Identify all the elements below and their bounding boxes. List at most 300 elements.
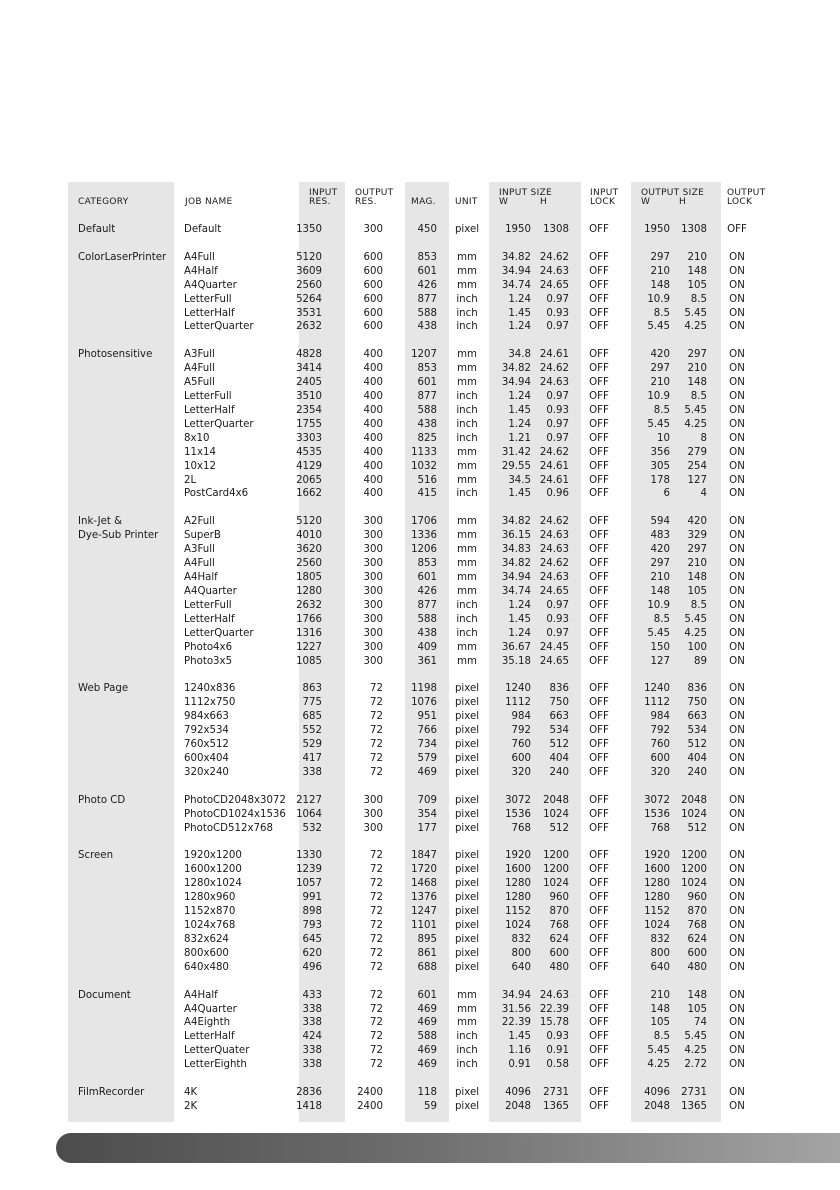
input-w-cell: 29.55 — [501, 460, 531, 472]
unit-cell: inch — [456, 488, 478, 500]
job-name-cell: A4Full — [184, 251, 215, 263]
output-h-cell: 329 — [687, 530, 707, 542]
category-label: Photosensitive — [78, 349, 153, 361]
input-w-cell: 31.42 — [501, 446, 531, 458]
input-lock-cell: OFF — [589, 1045, 609, 1057]
mag-cell: 1133 — [411, 446, 437, 458]
input-h-cell: 0.58 — [546, 1059, 569, 1071]
input-h-cell: 24.45 — [539, 641, 569, 653]
input-w-cell: 3072 — [505, 794, 531, 806]
job-name-cell: A4Half — [184, 989, 218, 1001]
unit-cell: inch — [456, 599, 478, 611]
input-lock-cell: OFF — [589, 627, 609, 639]
header-mag: MAG. — [411, 197, 436, 207]
job-name-cell: A3Full — [184, 544, 215, 556]
output-lock-cell: ON — [729, 251, 745, 263]
input-h-cell: 24.61 — [539, 349, 569, 361]
input-h-cell: 0.97 — [546, 418, 569, 430]
output-h-cell: 750 — [687, 697, 707, 709]
mag-cell: 59 — [424, 1100, 437, 1112]
input-res-cell: 1280 — [296, 585, 322, 597]
input-w-cell: 34.74 — [501, 279, 531, 291]
output-lock-cell: ON — [729, 697, 745, 709]
output-w-cell: 1152 — [644, 906, 670, 918]
mag-cell: 853 — [417, 558, 437, 570]
output-lock-cell: ON — [729, 1031, 745, 1043]
mag-cell: 688 — [417, 961, 437, 973]
output-res-cell: 72 — [370, 1045, 383, 1057]
output-h-cell: 480 — [687, 961, 707, 973]
input-w-cell: 34.94 — [501, 572, 531, 583]
input-lock-cell: OFF — [589, 752, 609, 764]
header-output-size-w: W — [641, 197, 650, 207]
output-res-cell: 600 — [363, 279, 383, 291]
input-lock-cell: OFF — [589, 321, 609, 333]
output-res-cell: 400 — [363, 391, 383, 403]
mag-cell: 469 — [417, 1059, 437, 1071]
mag-cell: 1706 — [411, 516, 437, 528]
input-w-cell: 1.45 — [508, 307, 531, 319]
output-h-cell: 1024 — [681, 878, 707, 890]
input-res-cell: 1057 — [296, 878, 322, 890]
unit-cell: inch — [456, 418, 478, 430]
output-w-cell: 297 — [650, 558, 670, 570]
output-h-cell: 5.45 — [684, 1031, 707, 1043]
job-name-cell: 1240x836 — [184, 683, 236, 695]
input-h-cell: 836 — [549, 683, 569, 695]
input-lock-cell: OFF — [589, 418, 609, 430]
unit-cell: mm — [457, 1003, 477, 1015]
mag-cell: 579 — [417, 752, 437, 764]
input-h-cell: 1024 — [543, 878, 569, 890]
output-h-cell: 1200 — [681, 850, 707, 862]
input-h-cell: 0.97 — [546, 432, 569, 444]
mag-cell: 1198 — [411, 683, 437, 695]
output-w-cell: 148 — [650, 585, 670, 597]
mag-cell: 469 — [417, 1017, 437, 1029]
output-w-cell: 127 — [650, 655, 670, 667]
input-lock-cell: OFF — [589, 349, 609, 361]
output-w-cell: 5.45 — [647, 418, 670, 430]
output-lock-cell: ON — [729, 752, 745, 764]
output-lock-cell: ON — [729, 850, 745, 862]
mag-cell: 1336 — [411, 530, 437, 542]
input-h-cell: 0.93 — [546, 307, 569, 319]
output-h-cell: 624 — [687, 933, 707, 945]
output-res-cell: 72 — [370, 1031, 383, 1043]
output-w-cell: 178 — [650, 474, 670, 486]
input-h-cell: 624 — [549, 933, 569, 945]
unit-cell: pixel — [454, 878, 480, 890]
input-h-cell: 24.63 — [539, 572, 569, 583]
input-res-cell: 3620 — [296, 544, 322, 556]
output-h-cell: 105 — [687, 1003, 707, 1015]
output-w-cell: 105 — [650, 1017, 670, 1029]
input-h-cell: 24.63 — [539, 989, 569, 1001]
output-lock-cell: ON — [729, 516, 745, 528]
output-h-cell: 4.25 — [684, 418, 707, 430]
input-w-cell: 22.39 — [501, 1017, 531, 1029]
input-w-cell: 1152 — [505, 906, 531, 918]
output-h-cell: 2731 — [681, 1087, 707, 1099]
output-h-cell: 1365 — [681, 1100, 707, 1112]
output-w-cell: 640 — [650, 961, 670, 973]
mag-cell: 450 — [417, 224, 437, 235]
input-w-cell: 34.82 — [501, 251, 531, 263]
input-lock-cell: OFF — [589, 933, 609, 945]
input-w-cell: 1950 — [505, 224, 531, 235]
input-res-cell: 2632 — [296, 321, 322, 333]
output-res-cell: 300 — [363, 613, 383, 625]
input-res-cell: 433 — [302, 989, 322, 1001]
input-h-cell: 24.63 — [539, 265, 569, 277]
input-w-cell: 36.67 — [501, 641, 531, 653]
mag-cell: 409 — [417, 641, 437, 653]
mag-cell: 588 — [417, 1031, 437, 1043]
input-lock-cell: OFF — [589, 808, 609, 820]
input-res-cell: 898 — [302, 906, 322, 918]
job-name-cell: A5Full — [184, 377, 215, 389]
output-res-cell: 2400 — [357, 1100, 383, 1112]
unit-cell: inch — [456, 1045, 478, 1057]
input-h-cell: 512 — [549, 822, 569, 834]
input-h-cell: 663 — [549, 711, 569, 723]
output-res-cell: 72 — [370, 1017, 383, 1029]
output-lock-cell: ON — [729, 613, 745, 625]
job-name-cell: LetterHalf — [184, 404, 235, 416]
output-lock-cell: ON — [729, 878, 745, 890]
input-res-cell: 991 — [302, 892, 322, 904]
input-h-cell: 24.63 — [539, 530, 569, 542]
output-lock-cell: ON — [729, 1087, 745, 1099]
output-w-cell: 984 — [650, 711, 670, 723]
output-w-cell: 594 — [650, 516, 670, 528]
output-lock-cell: ON — [729, 377, 745, 389]
output-res-cell: 2400 — [357, 1087, 383, 1099]
input-lock-cell: OFF — [589, 391, 609, 403]
output-lock-cell: ON — [729, 711, 745, 723]
job-name-cell: PhotoCD512x768 — [184, 822, 273, 834]
mag-cell: 825 — [417, 432, 437, 444]
input-h-cell: 0.91 — [546, 1045, 569, 1057]
input-res-cell: 338 — [302, 1017, 322, 1029]
input-lock-cell: OFF — [589, 224, 609, 235]
output-res-cell: 300 — [363, 572, 383, 583]
input-res-cell: 3303 — [296, 432, 322, 444]
output-lock-cell: ON — [729, 725, 745, 737]
input-w-cell: 0.91 — [508, 1059, 531, 1071]
input-lock-cell: OFF — [589, 711, 609, 723]
output-lock-cell: ON — [729, 1059, 745, 1071]
output-lock-cell: ON — [729, 558, 745, 570]
input-lock-cell: OFF — [589, 460, 609, 472]
unit-cell: mm — [457, 377, 477, 389]
output-lock-cell: ON — [729, 961, 745, 973]
category-label: Dye-Sub Printer — [78, 530, 159, 542]
output-h-cell: 297 — [687, 349, 707, 361]
output-lock-cell: ON — [729, 293, 745, 305]
job-name-cell: A4Eighth — [184, 1017, 231, 1029]
input-res-cell: 2560 — [296, 558, 322, 570]
header-unit: UNIT — [455, 197, 478, 207]
output-h-cell: 1200 — [681, 864, 707, 876]
input-w-cell: 35.18 — [501, 655, 531, 667]
input-h-cell: 768 — [549, 920, 569, 931]
unit-cell: mm — [457, 1017, 477, 1029]
output-w-cell: 305 — [650, 460, 670, 472]
unit-cell: mm — [457, 349, 477, 361]
job-name-cell: A4Full — [184, 558, 215, 570]
unit-cell: mm — [457, 265, 477, 277]
output-h-cell: 105 — [687, 279, 707, 291]
input-lock-cell: OFF — [589, 265, 609, 277]
output-lock-cell: ON — [729, 627, 745, 639]
input-res-cell: 3609 — [296, 265, 322, 277]
output-res-cell: 300 — [363, 599, 383, 611]
output-w-cell: 1280 — [644, 878, 670, 890]
input-res-cell: 5120 — [296, 251, 322, 263]
mag-cell: 588 — [417, 307, 437, 319]
input-res-cell: 3414 — [296, 363, 322, 375]
output-w-cell: 210 — [650, 989, 670, 1001]
input-w-cell: 984 — [511, 711, 531, 723]
category-label: ColorLaserPrinter — [78, 251, 167, 263]
output-h-cell: 240 — [687, 766, 707, 778]
output-res-cell: 400 — [363, 432, 383, 444]
input-res-cell: 1316 — [296, 627, 322, 639]
output-res-cell: 400 — [363, 460, 383, 472]
output-res-cell: 72 — [370, 766, 383, 778]
input-res-cell: 4010 — [296, 530, 322, 542]
output-h-cell: 2048 — [681, 794, 707, 806]
mag-cell: 438 — [417, 321, 437, 333]
input-w-cell: 4096 — [505, 1087, 531, 1099]
input-res-cell: 2354 — [296, 404, 322, 416]
input-w-cell: 34.83 — [501, 544, 531, 556]
mag-cell: 853 — [417, 363, 437, 375]
input-res-cell: 5120 — [296, 516, 322, 528]
input-w-cell: 34.74 — [501, 585, 531, 597]
output-res-cell: 72 — [370, 906, 383, 918]
output-res-cell: 400 — [363, 488, 383, 500]
input-lock-cell: OFF — [589, 697, 609, 709]
input-res-cell: 338 — [302, 1059, 322, 1071]
input-h-cell: 960 — [549, 892, 569, 904]
job-name-cell: A4Quarter — [184, 279, 237, 291]
output-w-cell: 320 — [650, 766, 670, 778]
input-w-cell: 34.82 — [501, 558, 531, 570]
output-lock-cell: ON — [729, 321, 745, 333]
output-h-cell: 105 — [687, 585, 707, 597]
input-lock-cell: OFF — [589, 822, 609, 834]
input-res-cell: 2836 — [296, 1087, 322, 1099]
output-w-cell: 768 — [650, 822, 670, 834]
input-w-cell: 800 — [511, 947, 531, 959]
input-w-cell: 600 — [511, 752, 531, 764]
input-h-cell: 2731 — [543, 1087, 569, 1099]
unit-cell: mm — [457, 530, 477, 542]
mag-cell: 438 — [417, 418, 437, 430]
input-h-cell: 480 — [549, 961, 569, 973]
output-lock-cell: ON — [729, 1100, 745, 1112]
input-res-cell: 4535 — [296, 446, 322, 458]
input-res-cell: 1662 — [296, 488, 322, 500]
output-lock-cell: ON — [729, 808, 745, 820]
output-w-cell: 5.45 — [647, 321, 670, 333]
input-res-cell: 5264 — [296, 293, 322, 305]
input-res-cell: 863 — [302, 683, 322, 695]
unit-cell: inch — [456, 432, 478, 444]
output-h-cell: 148 — [687, 572, 707, 583]
output-h-cell: 534 — [687, 725, 707, 737]
job-name-cell: 1152x870 — [184, 906, 236, 918]
header-input-res: INPUT RES. — [309, 188, 338, 207]
input-res-cell: 529 — [302, 739, 322, 751]
output-w-cell: 1280 — [644, 892, 670, 904]
input-w-cell: 34.94 — [501, 377, 531, 389]
output-lock-cell: ON — [729, 391, 745, 403]
output-res-cell: 72 — [370, 933, 383, 945]
output-h-cell: 1024 — [681, 808, 707, 820]
job-name-cell: 792x534 — [184, 725, 229, 737]
header-input-size-w: W — [499, 197, 508, 207]
input-w-cell: 34.82 — [501, 363, 531, 375]
output-h-cell: 254 — [687, 460, 707, 472]
mag-cell: 1720 — [411, 864, 437, 876]
output-w-cell: 8.5 — [653, 404, 670, 416]
output-h-cell: 210 — [687, 363, 707, 375]
unit-cell: mm — [457, 989, 477, 1001]
output-w-cell: 5.45 — [647, 627, 670, 639]
output-w-cell: 10.9 — [647, 293, 670, 305]
mag-cell: 1101 — [411, 920, 437, 931]
input-res-cell: 1350 — [296, 224, 322, 235]
output-w-cell: 356 — [650, 446, 670, 458]
input-h-cell: 240 — [549, 766, 569, 778]
output-lock-cell: ON — [729, 530, 745, 542]
job-name-cell: LetterHalf — [184, 307, 235, 319]
output-h-cell: 297 — [687, 544, 707, 556]
input-h-cell: 24.65 — [539, 655, 569, 667]
unit-cell: inch — [456, 391, 478, 403]
unit-cell: mm — [457, 516, 477, 528]
input-lock-cell: OFF — [589, 864, 609, 876]
input-res-cell: 2127 — [296, 794, 322, 806]
mag-cell: 438 — [417, 627, 437, 639]
output-w-cell: 832 — [650, 933, 670, 945]
job-name-cell: 8x10 — [184, 432, 210, 444]
header-input-size: INPUT SIZE — [499, 188, 552, 198]
input-res-cell: 3531 — [296, 307, 322, 319]
input-h-cell: 750 — [549, 697, 569, 709]
input-h-cell: 0.97 — [546, 391, 569, 403]
input-res-cell: 417 — [302, 752, 322, 764]
input-lock-cell: OFF — [589, 850, 609, 862]
mag-cell: 1376 — [411, 892, 437, 904]
unit-cell: pixel — [454, 725, 480, 737]
output-h-cell: 8.5 — [690, 391, 707, 403]
output-res-cell: 300 — [363, 627, 383, 639]
output-res-cell: 300 — [363, 585, 383, 597]
output-lock-cell: ON — [729, 349, 745, 361]
unit-cell: mm — [457, 544, 477, 556]
job-name-cell: LetterQuarter — [184, 321, 254, 333]
input-h-cell: 0.97 — [546, 321, 569, 333]
input-res-cell: 4129 — [296, 460, 322, 472]
mag-cell: 469 — [417, 766, 437, 778]
job-name-cell: LetterFull — [184, 599, 232, 611]
input-lock-cell: OFF — [589, 1003, 609, 1015]
mag-cell: 766 — [417, 725, 437, 737]
input-res-cell: 1227 — [296, 641, 322, 653]
input-w-cell: 1280 — [505, 892, 531, 904]
input-lock-cell: OFF — [589, 766, 609, 778]
job-name-cell: PostCard4x6 — [184, 488, 249, 500]
input-res-cell: 338 — [302, 766, 322, 778]
output-lock-cell: ON — [729, 989, 745, 1001]
output-lock-cell: ON — [729, 488, 745, 500]
output-h-cell: 89 — [694, 655, 707, 667]
output-h-cell: 404 — [687, 752, 707, 764]
output-res-cell: 600 — [363, 293, 383, 305]
output-w-cell: 420 — [650, 349, 670, 361]
job-name-cell: A4Half — [184, 265, 218, 277]
output-w-cell: 150 — [650, 641, 670, 653]
input-lock-cell: OFF — [589, 1031, 609, 1043]
input-lock-cell: OFF — [589, 530, 609, 542]
mag-cell: 1032 — [411, 460, 437, 472]
input-w-cell: 34.94 — [501, 989, 531, 1001]
unit-cell: mm — [457, 585, 477, 597]
input-h-cell: 24.63 — [539, 544, 569, 556]
job-name-cell: 2L — [184, 474, 197, 486]
input-h-cell: 534 — [549, 725, 569, 737]
mag-cell: 415 — [417, 488, 437, 500]
job-name-cell: Photo4x6 — [184, 641, 233, 653]
input-w-cell: 1280 — [505, 878, 531, 890]
input-w-cell: 760 — [511, 739, 531, 751]
input-w-cell: 1.24 — [508, 293, 531, 305]
category-label: Document — [78, 989, 131, 1001]
input-lock-cell: OFF — [589, 377, 609, 389]
unit-cell: pixel — [454, 947, 480, 959]
output-res-cell: 600 — [363, 265, 383, 277]
mag-cell: 601 — [417, 377, 437, 389]
input-w-cell: 1.24 — [508, 391, 531, 403]
job-name-cell: 600x404 — [184, 752, 229, 764]
mag-cell: 601 — [417, 989, 437, 1001]
input-w-cell: 1.24 — [508, 627, 531, 639]
output-lock-cell: ON — [729, 585, 745, 597]
output-lock-cell: ON — [729, 739, 745, 751]
input-lock-cell: OFF — [589, 725, 609, 737]
category-label: FilmRecorder — [78, 1087, 145, 1099]
mag-cell: 709 — [417, 794, 437, 806]
output-res-cell: 72 — [370, 711, 383, 723]
input-res-cell: 424 — [302, 1031, 322, 1043]
input-w-cell: 34.94 — [501, 265, 531, 277]
input-res-cell: 1805 — [296, 572, 322, 583]
output-res-cell: 72 — [370, 961, 383, 973]
input-lock-cell: OFF — [589, 293, 609, 305]
output-h-cell: 279 — [687, 446, 707, 458]
output-res-cell: 72 — [370, 752, 383, 764]
input-lock-cell: OFF — [589, 558, 609, 570]
unit-cell: mm — [457, 279, 477, 291]
output-w-cell: 4.25 — [647, 1059, 670, 1071]
mag-cell: 1206 — [411, 544, 437, 556]
output-res-cell: 400 — [363, 377, 383, 389]
